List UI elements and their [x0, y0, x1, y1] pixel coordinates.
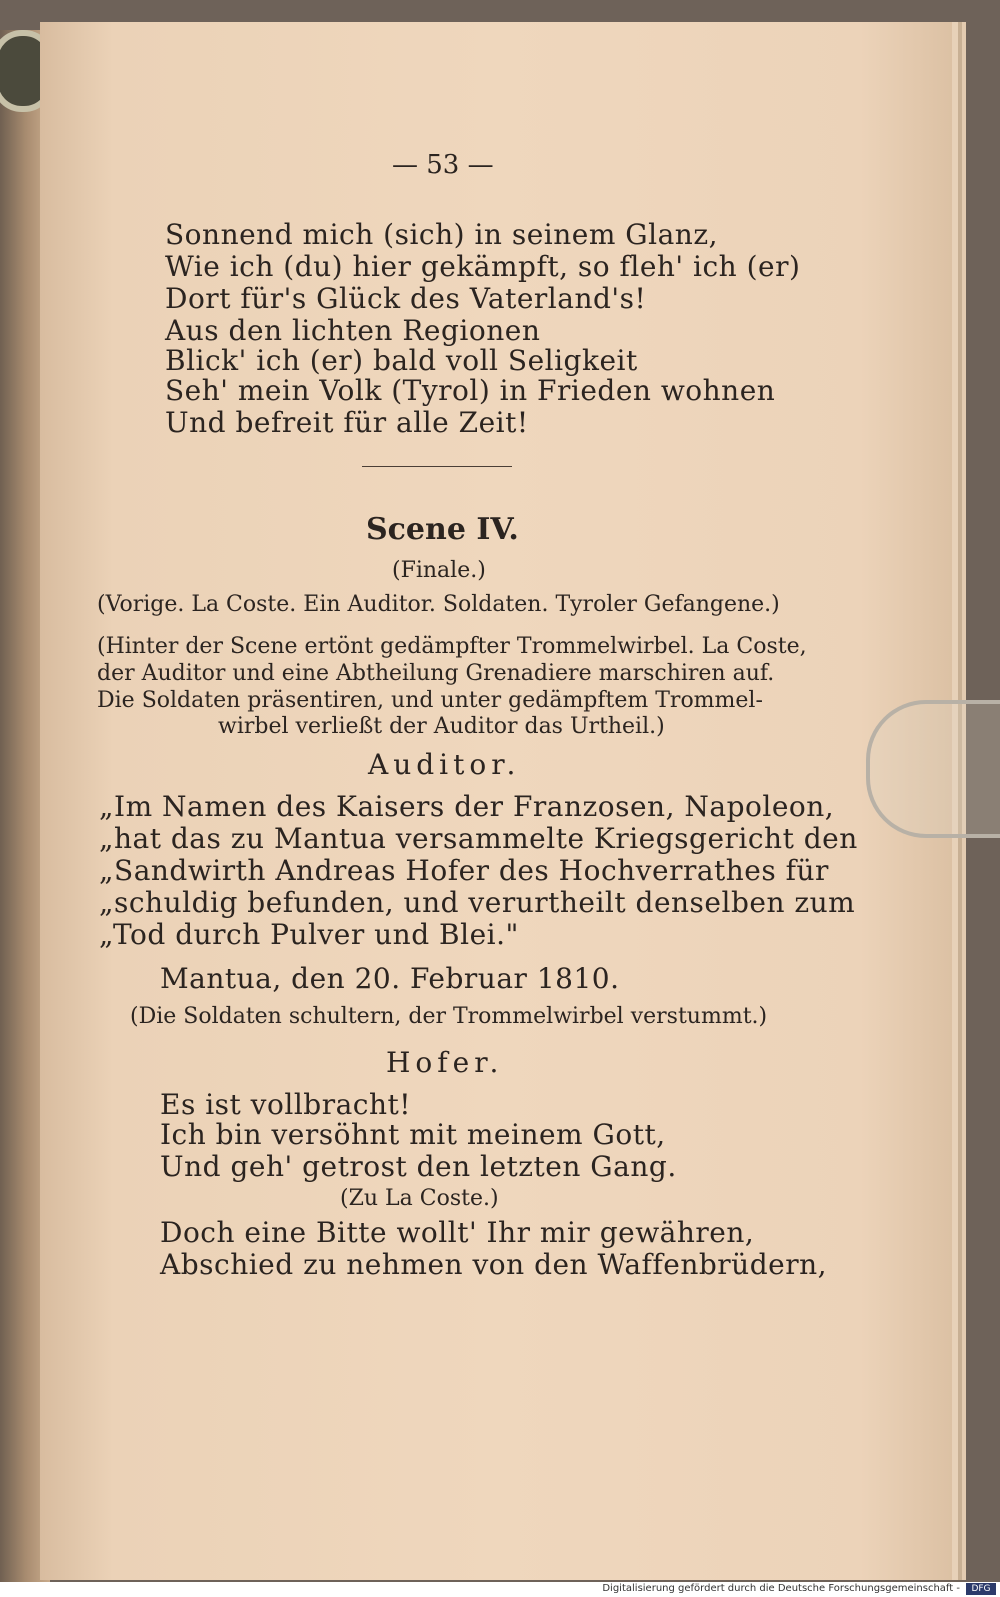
verdict-line: „hat das zu Mantua versammelte Kriegsgericht den: [99, 822, 858, 855]
verse-line: Wie ich (du) hier gekämpft, so fleh' ich (er): [165, 250, 801, 283]
verdict-line: „Sandwirth Andreas Hofer des Hochverrathes für: [99, 854, 829, 887]
stage-direction: (Zu La Coste.): [340, 1186, 499, 1211]
footer-credit: Digitalisierung gefördert durch die Deutsche Forschungsgemeinschaft -: [602, 1583, 960, 1594]
verse-line: Seh' mein Volk (Tyrol) in Frieden wohnen: [165, 374, 776, 407]
page-number: — 53 —: [392, 150, 494, 180]
cast-list: (Vorige. La Coste. Ein Auditor. Soldaten. Tyroler Gefangene.): [97, 592, 780, 617]
verse-line: Dort für's Glück des Vaterland's!: [165, 282, 647, 315]
paper-clip: [866, 700, 1000, 838]
speaker-auditor: Auditor.: [368, 748, 521, 781]
verse-line: Blick' ich (er) bald voll Seligkeit: [165, 344, 638, 377]
stage-direction-line: wirbel verließt der Auditor das Urtheil.): [218, 714, 665, 739]
verse-line: Aus den lichten Regionen: [165, 314, 541, 347]
date-line: Mantua, den 20. Februar 1810.: [160, 962, 620, 995]
stage-direction-line: Die Soldaten präsentiren, und unter gedämpftem Trommel-: [97, 688, 763, 713]
digitization-footer: [0, 1582, 1000, 1597]
hofer-line: Es ist vollbracht!: [160, 1088, 411, 1121]
section-divider: [362, 466, 512, 467]
scene-title: Scene IV.: [366, 512, 519, 547]
dfg-logo: DFG: [966, 1583, 996, 1595]
stage-direction-line: der Auditor und eine Abtheilung Grenadiere marschiren auf.: [97, 661, 775, 686]
hofer-line: Ich bin versöhnt mit meinem Gott,: [160, 1118, 666, 1151]
verdict-line: „Im Namen des Kaisers der Franzosen, Napoleon,: [99, 790, 835, 823]
finale-label: (Finale.): [392, 558, 486, 583]
hofer-line: Abschied zu nehmen von den Waffenbrüdern,: [160, 1248, 828, 1281]
verse-line: Sonnend mich (sich) in seinem Glanz,: [165, 218, 718, 251]
stage-direction: (Die Soldaten schultern, der Trommelwirbel verstummt.): [130, 1004, 768, 1029]
verdict-line: „schuldig befunden, und verurtheilt denselben zum: [99, 886, 856, 919]
hofer-line: Und geh' getrost den letzten Gang.: [160, 1150, 677, 1183]
verdict-line: „Tod durch Pulver und Blei.": [99, 918, 519, 951]
stage-direction-line: (Hinter der Scene ertönt gedämpfter Trommelwirbel. La Coste,: [97, 634, 807, 659]
speaker-hofer: Hofer.: [386, 1046, 504, 1079]
hofer-line: Doch eine Bitte wollt' Ihr mir gewähren,: [160, 1216, 755, 1249]
verse-line: Und befreit für alle Zeit!: [165, 406, 529, 439]
